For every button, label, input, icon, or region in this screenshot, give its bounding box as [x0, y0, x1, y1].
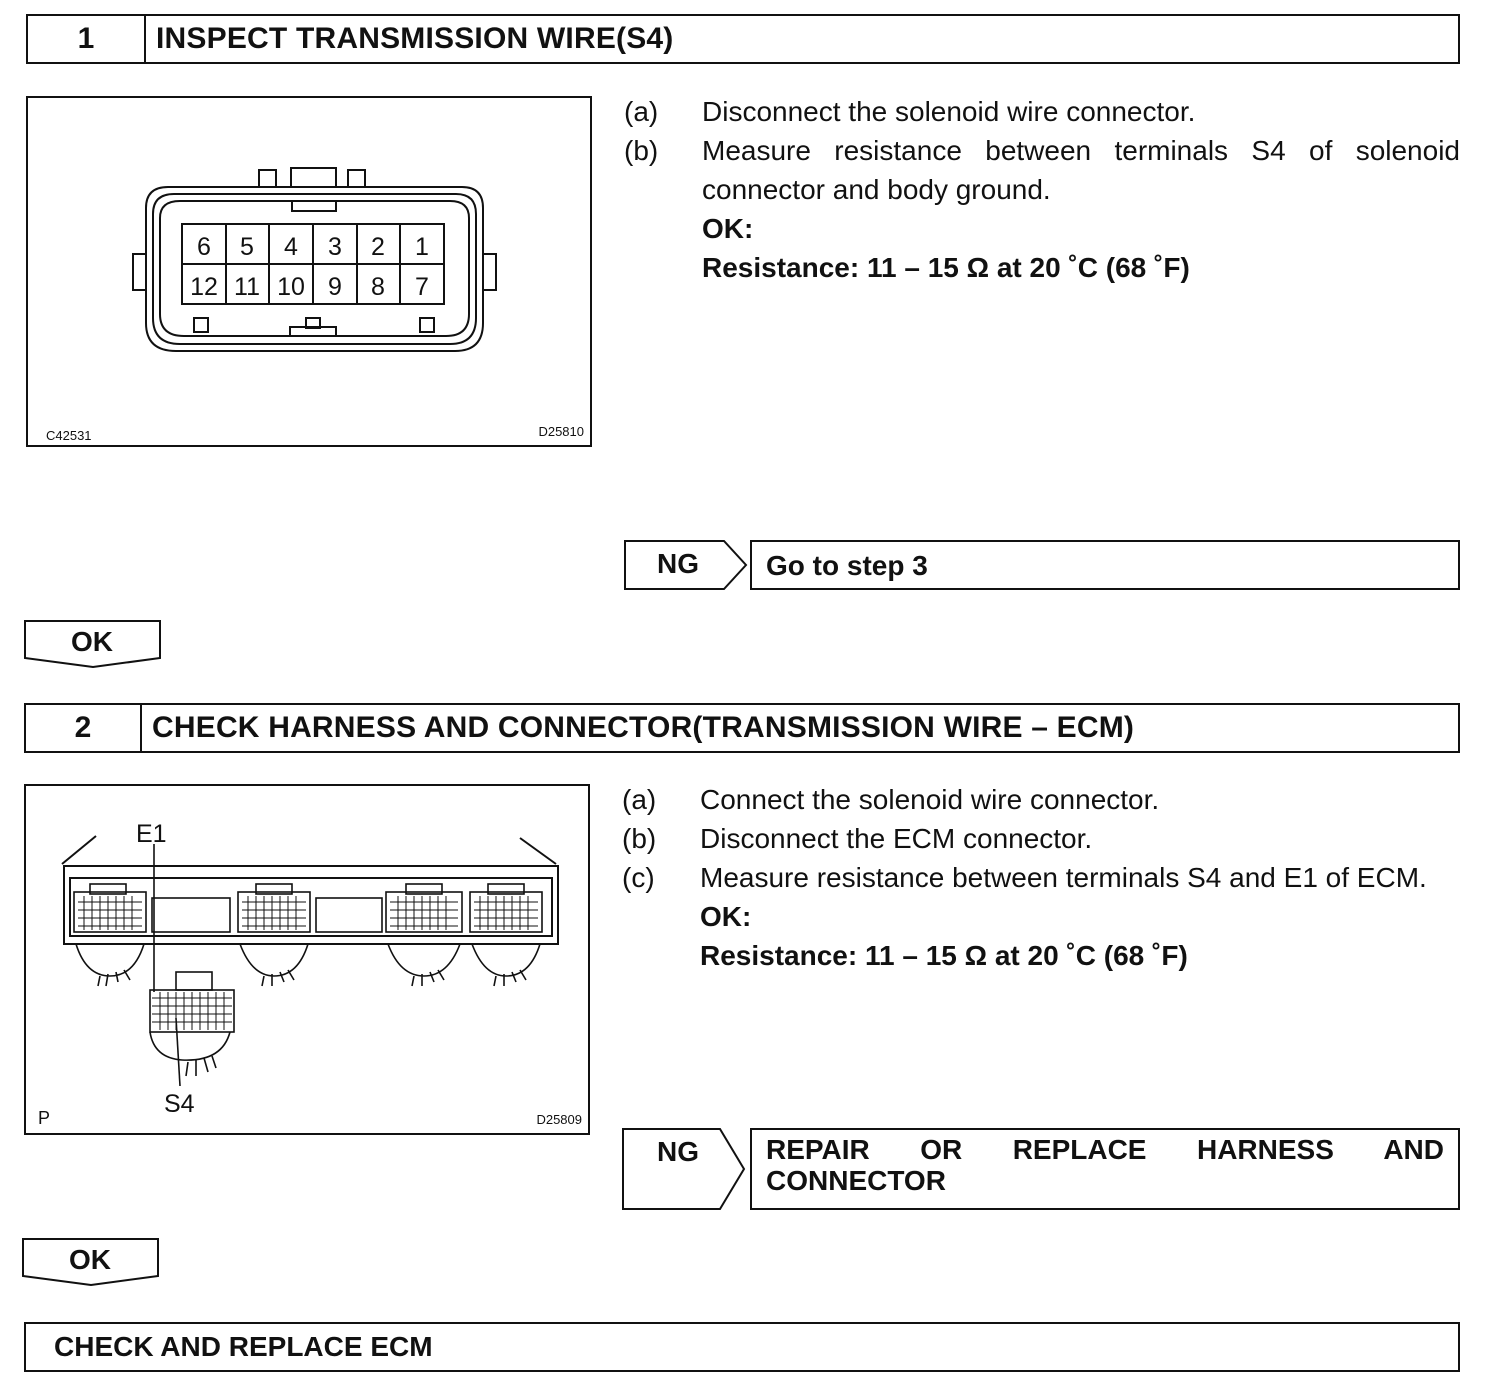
ok-tab-label: OK	[71, 626, 113, 657]
step2-ng-action	[750, 1128, 1460, 1210]
instruction-text: Measure resistance between terminals S4 and E1 of ECM.	[700, 862, 1427, 893]
step1-ok-tab	[24, 620, 162, 668]
pin-label: 11	[234, 273, 260, 301]
figure-code-right: D25809	[536, 1112, 582, 1127]
instruction-label: (c)	[622, 862, 655, 893]
instruction-label: (a)	[622, 784, 657, 815]
ecm-connector-diagram	[26, 786, 588, 1133]
step2-instructions	[622, 780, 1460, 975]
final-action-title: CHECK AND REPLACE ECM	[54, 1331, 433, 1362]
pin-label: 12	[190, 273, 218, 301]
pin-label: 2	[371, 233, 385, 261]
step1-header	[26, 14, 1460, 64]
instruction-item	[622, 819, 1460, 858]
ok-label: OK:	[700, 901, 752, 932]
figure-code-left: P	[38, 1108, 51, 1128]
instruction-item	[622, 780, 1460, 819]
step1-number: 1	[28, 16, 146, 62]
pin-label: 4	[284, 233, 298, 261]
step2-figure	[24, 784, 590, 1135]
instruction-item	[622, 858, 1460, 897]
instruction-text: Disconnect the solenoid wire connector.	[702, 96, 1196, 127]
pin-label: 9	[328, 273, 342, 301]
instruction-label: (b)	[624, 135, 659, 166]
final-action	[24, 1322, 1460, 1372]
ok-tab-label: OK	[69, 1244, 111, 1275]
instruction-text: Connect the solenoid wire connector.	[700, 784, 1160, 815]
ok-label: OK:	[702, 213, 754, 244]
pin-label: 5	[240, 233, 254, 261]
figure-code-right: D25810	[538, 424, 584, 439]
instruction-label: (a)	[624, 96, 659, 127]
ng-action-text: REPAIR OR REPLACE HARNESS AND CONNECTOR	[766, 1134, 1444, 1196]
pin-label: 6	[197, 233, 211, 261]
step1-instructions	[624, 92, 1460, 287]
instruction-item	[624, 92, 1460, 131]
ng-label: NG	[657, 1136, 699, 1167]
e1-terminal-label: E1	[136, 820, 167, 848]
instruction-text: Measure resistance between terminals S4 of solenoid connector and body ground.	[702, 135, 1460, 205]
step2-number: 2	[26, 705, 142, 751]
resistance-spec: Resistance: 11 – 15 Ω at 20 ˚C (68 ˚F)	[700, 940, 1188, 971]
step2-title: CHECK HARNESS AND CONNECTOR(TRANSMISSION WIRE – ECM)	[152, 711, 1135, 744]
resistance-spec: Resistance: 11 – 15 Ω at 20 ˚C (68 ˚F)	[702, 252, 1190, 283]
s4-terminal-label: S4	[164, 1090, 195, 1118]
step2-header	[24, 703, 1460, 753]
pin-label: 8	[371, 273, 385, 301]
ng-action-text: Go to step 3	[766, 549, 928, 581]
step2-ok-tab	[22, 1238, 160, 1286]
figure-code-left: C42531	[46, 428, 92, 443]
pin-label: 3	[328, 233, 342, 261]
step2-ng-arrow	[622, 1128, 746, 1210]
step1-title: INSPECT TRANSMISSION WIRE(S4)	[156, 22, 674, 55]
pin-label: 1	[415, 233, 429, 261]
instruction-label: (b)	[622, 823, 657, 854]
step1-ng-action	[750, 540, 1460, 590]
solenoid-connector-diagram	[28, 98, 590, 445]
step1-figure	[26, 96, 592, 447]
step1-ng-arrow	[624, 540, 748, 590]
instruction-item	[624, 131, 1460, 209]
ng-label: NG	[657, 548, 699, 579]
pin-label: 7	[415, 273, 429, 301]
pin-label: 10	[277, 273, 305, 301]
instruction-text: Disconnect the ECM connector.	[700, 823, 1093, 854]
